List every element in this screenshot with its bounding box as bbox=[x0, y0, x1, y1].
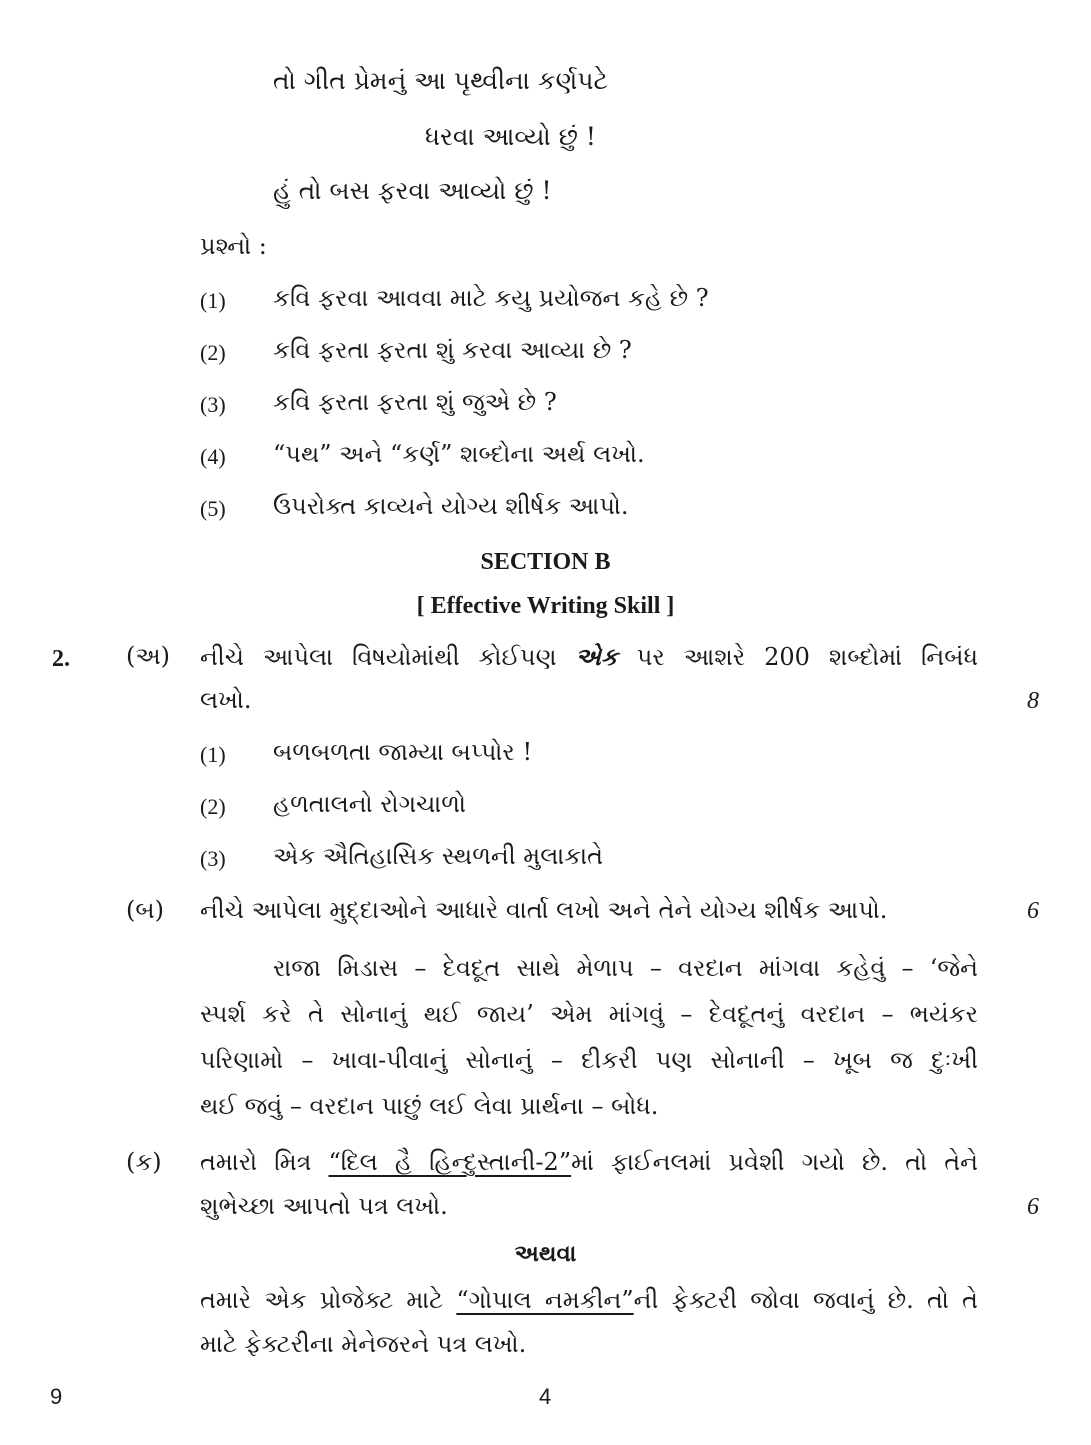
part-c-show-name: “દિલ હૈ હિન્દુસ્તાની-2” bbox=[328, 1148, 572, 1176]
part-c-company-name: “ગોપાલ નમકીન” bbox=[456, 1286, 634, 1314]
part-a-text-post: પર આશરે 200 શબ્દોમાં નિબંધ bbox=[636, 643, 978, 671]
poem-line-3: હું તો બસ ફરવા આવ્યો છું ! bbox=[273, 176, 552, 205]
question-text: ઉપરોક્ત કાવ્યને યોગ્ય શીર્ષક આપો. bbox=[273, 492, 629, 520]
question-number: (4) bbox=[200, 444, 226, 469]
question-text: કવિ ફરતા ફરતા શું જુએ છે ? bbox=[273, 388, 557, 416]
question-number: (1) bbox=[200, 288, 226, 313]
questions-label: પ્રશ્નો : bbox=[200, 232, 267, 260]
part-b-instruction: નીચે આપેલા મુદ્દાઓને આધારે વાર્તા લખો અને તેને યોગ્ય શીર્ષક આપો. bbox=[200, 896, 888, 924]
topic-number: (3) bbox=[200, 846, 226, 871]
story-points-line-3: પરિણામો – ખાવા-પીવાનું સોનાનું – દીકરી પણ સોનાની – ખૂબ જ દુઃખી bbox=[200, 1046, 978, 1074]
section-subtitle: [ Effective Writing Skill ] bbox=[416, 593, 675, 619]
section-title: SECTION B bbox=[480, 549, 611, 575]
page-number: 4 bbox=[539, 1384, 552, 1409]
part-c-alt-pre: તમારે એક પ્રોજેક્ટ માટે bbox=[200, 1286, 444, 1314]
part-c-alt-line2: માટે ફેક્ટરીના મેનેજરને પત્ર લખો. bbox=[200, 1330, 527, 1358]
part-c-text-line2: શુભેચ્છા આપતો પત્ર લખો. bbox=[200, 1192, 448, 1220]
part-a-marks: 8 bbox=[1027, 688, 1039, 714]
topic-number: (1) bbox=[200, 742, 226, 767]
question-text: કવિ ફરતા ફરતા શું કરવા આવ્યા છે ? bbox=[273, 336, 632, 364]
part-c-alternative bbox=[200, 1286, 978, 1314]
topic-number: (2) bbox=[200, 794, 226, 819]
part-a-label: (અ) bbox=[126, 642, 171, 670]
poem-line-1: તો ગીત પ્રેમનું આ પૃથ્વીના કર્ણપટે bbox=[273, 66, 609, 95]
part-c-text-post: માં ફાઈનલમાં પ્રવેશી ગયો છે. તો તેને bbox=[571, 1148, 978, 1176]
story-points-line-2: સ્પર્શ કરે તે સોનાનું થઈ જાય’ એમ માંગવું – દેવદૂતનું વરદાન – ભયંકર bbox=[200, 1000, 978, 1028]
poem-line-2: ધરવા આવ્યો છું ! bbox=[425, 122, 596, 151]
topic-text: હળતાલનો રોગચાળો bbox=[273, 790, 466, 818]
part-c-text-pre: તમારો મિત્ર bbox=[200, 1148, 312, 1176]
part-b-label: (બ) bbox=[126, 896, 164, 924]
story-points-line-1: રાજા મિડાસ – દેવદૂત સાથે મેળાપ – વરદાન માંગવા કહેવું – ‘જેને bbox=[273, 954, 978, 982]
footer-code: 9 bbox=[50, 1384, 63, 1409]
part-c-marks: 6 bbox=[1027, 1194, 1039, 1220]
part-b-marks: 6 bbox=[1027, 898, 1039, 924]
topic-text: બળબળતા જામ્યા બપ્પોર ! bbox=[273, 738, 533, 766]
question-number: (3) bbox=[200, 392, 226, 417]
part-c-label: (ક) bbox=[126, 1148, 162, 1176]
or-divider: અથવા bbox=[514, 1240, 577, 1267]
part-c-alt-post: ની ફેક્ટરી જોવા જવાનું છે. તો તે bbox=[633, 1286, 978, 1314]
topic-text: એક ઐતિહાસિક સ્થળની મુલાકાતે bbox=[273, 842, 604, 870]
question-number: (5) bbox=[200, 496, 226, 521]
part-a-instruction bbox=[200, 642, 978, 671]
part-a-text-bold: એક bbox=[575, 642, 618, 671]
part-c-instruction bbox=[200, 1148, 978, 1176]
question-2-number: 2. bbox=[52, 646, 70, 672]
part-a-text-pre: નીચે આપેલા વિષયોમાંથી કોઈપણ bbox=[200, 643, 557, 671]
story-points-line-4: થઈ જવું – વરદાન પાછું લઈ લેવા પ્રાર્થના – બોધ. bbox=[200, 1092, 659, 1120]
part-a-text-line2: લખો. bbox=[200, 686, 252, 714]
question-text: “પથ” અને “કર્ણ” શબ્દોના અર્થ લખો. bbox=[273, 440, 645, 468]
question-text: કવિ ફરવા આવવા માટે કયુ પ્રયોજન કહે છે ? bbox=[273, 284, 709, 312]
question-number: (2) bbox=[200, 340, 226, 365]
